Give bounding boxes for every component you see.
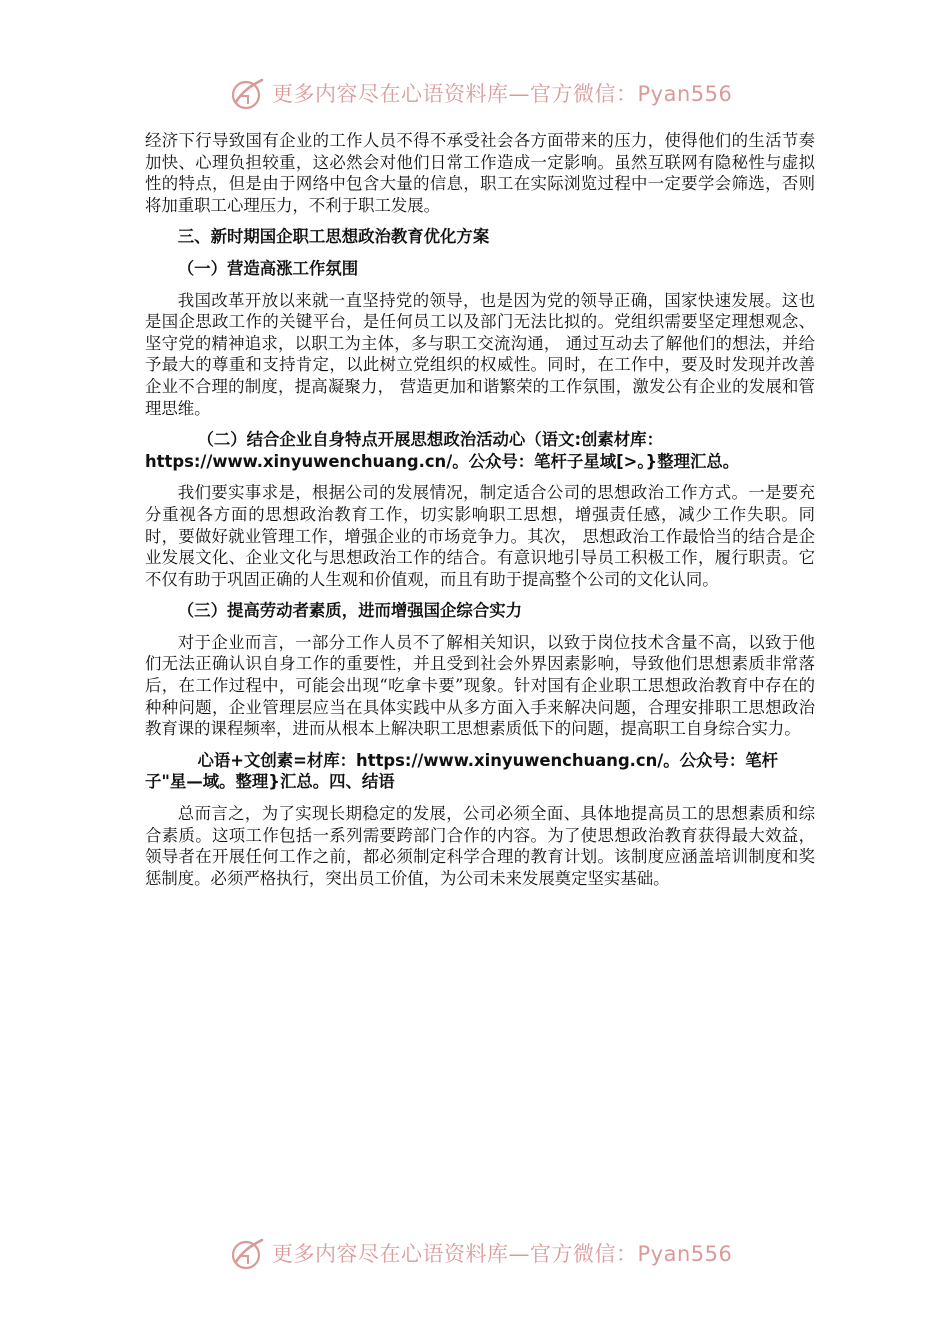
paragraph-4: 对于企业而言，一部分工作人员不了解相关知识，以致于岗位技术含量不高，以致于他们无法正确认识自身工作的重要性，并且受到社会外界因素影响，导致他们思想素质非常落后，在工作过程中，可能会出现“吃拿卡要”现象。针对国有企业职工思想政治教育中存在的种种问题，企业管理层应当在具体实践中从多方面入手来解决问题，合理安排职工思想政治教育课的课程频率，进而从根本上解决职工思想素质低下的问题，提高职工自身综合实力。 xyxy=(145,632,815,739)
subheading-3: （三）提高劳动者素质，进而增强国企综合实力 xyxy=(177,601,522,621)
logo-icon xyxy=(228,76,268,112)
logo-icon xyxy=(228,1236,268,1272)
section-heading-3: 三、新时期国企职工思想政治教育优化方案 xyxy=(177,227,490,247)
footer-watermark-banner xyxy=(0,1234,950,1274)
paragraph-2: 我国改革开放以来就一直坚持党的领导，也是因为党的领导正确，国家快速发展。这也是国企思政工作的关键平台，是任何员工以及部门无法比拟的。党组织需要坚定理想观念、坚守党的精神追求，以职工为主体，多与职工交流沟通， 通过互动去了解他们的想法，并给予最大的尊重和支持肯定，以此树立党组织的权威性。同时，在工作中，要及时发现并改善企业不合理的制度，提高凝聚力， 营造更加和谐繁荣的工作氛围，激发公有企业的发展和管理思维。 xyxy=(145,290,815,418)
subheading-1: （一）营造高涨工作氛围 xyxy=(177,258,359,278)
banner-text: 更多内容尽在心语资料库—官方微信：Pyan556 xyxy=(272,82,733,106)
paragraph-3: 我们要实事求是，根据公司的发展情况，制定适合公司的思想政治工作方式。一是要充分重视各方面的思想政治教育工作，切实影响职工思想，增强责任感，减少工作失职。同时，要做好就业管理工作，增强企业的市场竞争力。其次， 思想政治工作最恰当的结合是企业发展文化、企业文化与思想政治工作的结合。有意识地引导员工积极工作，履行职责。它不仅有助于巩固正确的人生观和价值观，而且有助于提高整个公司的文化认同。 xyxy=(145,483,815,589)
paragraph-5: 总而言之，为了实现长期稳定的发展，公司必须全面、具体地提高员工的思想素质和综合素质。这项工作包括一系列需要跨部门合作的内容。为了使思想政治教育获得最大效益，领导者在开展任何工作之前，都必须制定科学合理的教育计划。该制度应涵盖培训制度和奖惩制度。必须严格执行，突出员工价值，为公司未来发展奠定坚实基础。 xyxy=(145,804,815,888)
section-heading-4: 心语+文创素=材库：https://www.xinyuwenchuang.cn/。公众号：笔杆子"星—域。整理}汇总。四、结语 xyxy=(145,750,779,792)
document-body xyxy=(145,130,815,889)
banner-text: 更多内容尽在心语资料库—官方微信：Pyan556 xyxy=(272,1242,733,1266)
subheading-2: （二）结合企业自身特点开展思想政治活动心（语文:创素材库：https://www.xinyuwenchuang.cn/。公众号：笔杆子星域[>。}整理汇总。 xyxy=(145,430,740,471)
paragraph-1: 经济下行导致国有企业的工作人员不得不承受社会各方面带来的压力，使得他们的生活节奏加快、心理负担较重，这必然会对他们日常工作造成一定影响。虽然互联网有隐秘性与虚拟性的特点，但是由于网络中包含大量的信息，职工在实际浏览过程中一定要学会筛选，否则将加重职工心理压力，不利于职工发展。 xyxy=(145,131,815,215)
header-watermark-banner xyxy=(0,74,950,114)
